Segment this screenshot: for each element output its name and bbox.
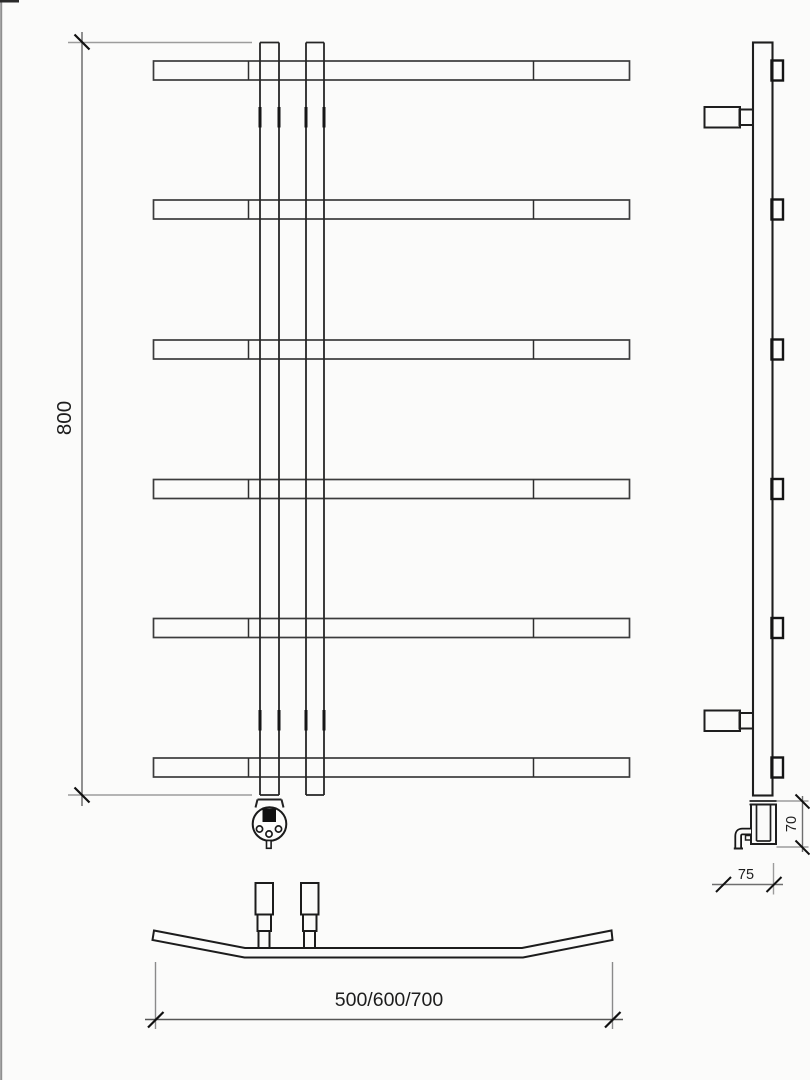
- bracket-neck: [740, 713, 754, 729]
- side-view: [705, 43, 784, 849]
- heater-button-icon: [266, 831, 272, 837]
- vertical-tubes: [260, 43, 324, 796]
- wall-bracket-bottom: [705, 711, 754, 732]
- towel-bars: [154, 61, 630, 777]
- height-dimension-label: 800: [53, 400, 76, 436]
- bar-joint-lines: [249, 61, 534, 777]
- wall-bracket-top: [705, 107, 754, 128]
- towel-bar: [154, 61, 630, 80]
- heater-button-icon: [256, 826, 262, 832]
- bracket-body: [705, 711, 741, 732]
- towel-bar: [154, 619, 630, 638]
- towel-bar: [154, 480, 630, 499]
- element-body: [751, 805, 776, 845]
- towel-bar: [154, 200, 630, 219]
- wall-offset-dimension-label: 75: [737, 867, 755, 883]
- page-border: [0, 0, 19, 1080]
- stub-mid: [303, 915, 317, 932]
- stub-cap: [256, 883, 274, 915]
- bracket-body: [705, 107, 741, 128]
- width-dimension-label: 500/600/700: [334, 989, 444, 1011]
- heater-button-icon: [275, 826, 281, 832]
- heater-display-icon: [263, 809, 277, 823]
- stub-mid: [258, 915, 272, 932]
- front-view: [154, 43, 630, 849]
- element-height-dimension-label: 70: [784, 815, 800, 833]
- stub-cap: [301, 883, 319, 915]
- bracket-neck: [740, 110, 754, 126]
- connection-stub: [256, 883, 274, 949]
- dimension-width: [145, 962, 623, 1029]
- bottom-view: [153, 883, 613, 958]
- side-profile-bar: [753, 43, 773, 796]
- heater-stem: [267, 841, 272, 849]
- dimension-wall-offset: [712, 863, 783, 895]
- bar-top-profile: [153, 931, 613, 958]
- dimension-element-height: [777, 795, 810, 855]
- towel-bar: [154, 758, 630, 777]
- heating-element-side: [734, 801, 777, 849]
- towel-bar: [154, 340, 630, 359]
- connection-stub: [301, 883, 319, 949]
- dimension-height: [53, 32, 252, 806]
- heater-control-head: [253, 800, 287, 849]
